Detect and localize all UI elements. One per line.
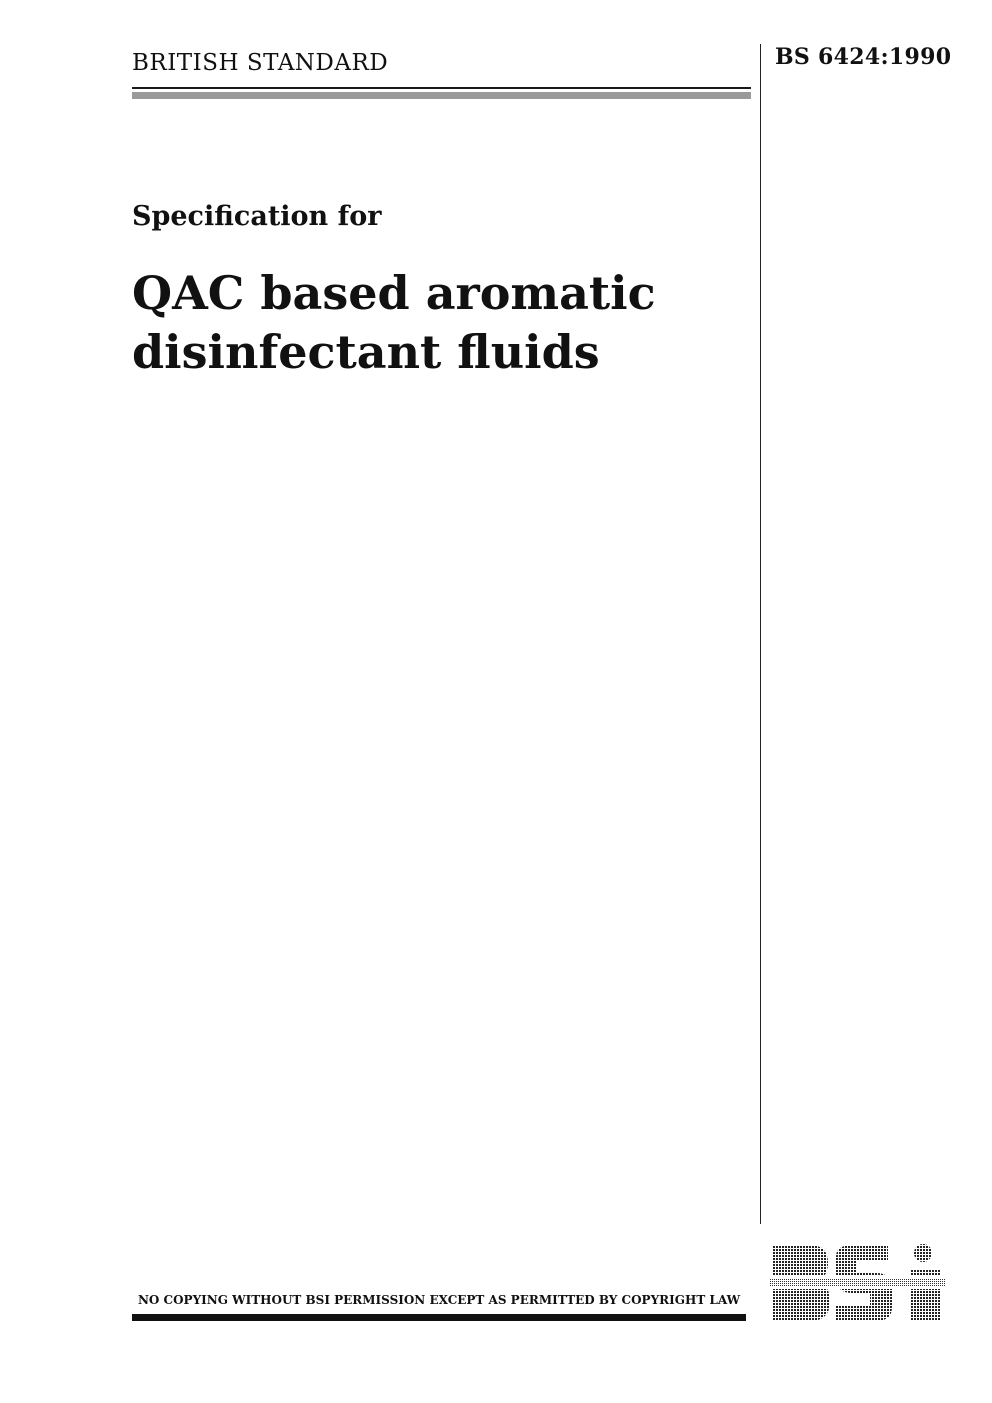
copyright-notice: NO COPYING WITHOUT BSI PERMISSION EXCEPT AS PERMITTED BY COPYRIGHT LAW <box>137 1293 741 1307</box>
header-rule-gray <box>132 92 751 99</box>
series-label: BRITISH STANDARD <box>132 50 389 76</box>
title-prefix: Specification for <box>132 201 382 232</box>
vertical-divider <box>760 44 761 1224</box>
standard-number: BS 6424:1990 <box>775 44 952 70</box>
header-rule-thin <box>132 87 751 89</box>
title-line-1: QAC based aromatic <box>132 266 656 320</box>
bsi-logo-graphic <box>770 1243 945 1323</box>
bsi-logo <box>770 1243 945 1323</box>
title-line-2: disinfectant fluids <box>132 325 600 379</box>
document-title <box>132 264 744 382</box>
footer-rule <box>132 1314 746 1321</box>
